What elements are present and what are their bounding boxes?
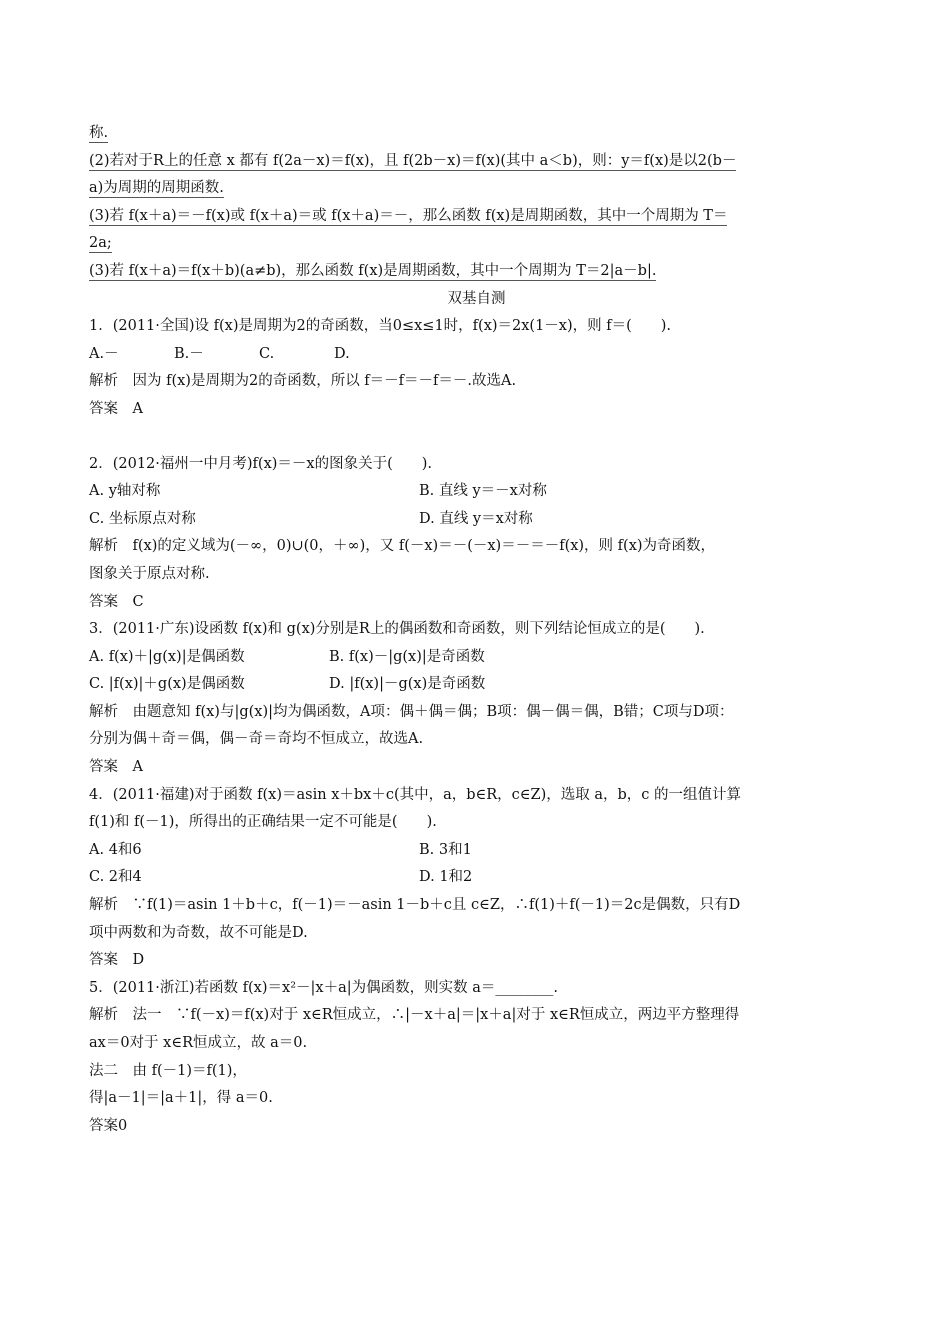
property-line: (2)若对于R上的任意 x 都有 f(2a－x)＝f(x)，且 f(2b－x)＝f(x)(其中 a＜b)，则：y＝f(x)是以2(b－ <box>89 152 737 169</box>
option-d: D. 直线 y＝x对称 <box>419 510 533 527</box>
question-3-options-row <box>89 671 864 699</box>
section-title: 双基自测 <box>447 290 506 307</box>
question-5-answer: 答案0 <box>89 1117 128 1134</box>
property-line: (3)若 f(x＋a)＝－f(x)或 f(x＋a)＝或 f(x＋a)＝－，那么函数 f(x)是周期函数，其中一个周期为 T＝ <box>89 207 728 224</box>
question-2-answer: 答案 C <box>89 593 144 610</box>
option-d: D. 1和2 <box>419 869 473 886</box>
question-5-stem: 5．(2011·浙江)若函数 f(x)＝x²－|x＋a|为偶函数，则实数 a＝________. <box>89 979 558 996</box>
option-d: D. <box>334 345 350 362</box>
question-3-answer: 答案 A <box>89 759 143 776</box>
option-c: C. 坐标原点对称 <box>89 510 196 527</box>
option-c: C. |f(x)|＋g(x)是偶函数 <box>89 676 245 693</box>
question-2-stem: 2．(2012·福州一中月考)f(x)＝－x的图象关于( ). <box>89 455 433 472</box>
question-2-options-row <box>89 478 864 506</box>
question-4-analysis: 项中两数和为奇数，故不可能是D. <box>89 924 308 941</box>
question-2-analysis: 解析 f(x)的定义域为(－∞，0)∪(0，＋∞)，又 f(－x)＝－(－x)＝－＝－f(x)，则 f(x)为奇函数， <box>89 538 716 555</box>
question-2-analysis: 图象关于原点对称. <box>89 565 210 582</box>
question-5-analysis: 得|a－1|＝|a＋1|，得 a＝0. <box>89 1090 273 1107</box>
document-page <box>89 120 864 1140</box>
question-4-analysis: 解析 ∵f(1)＝asin 1＋b＋c，f(－1)＝－asin 1－b＋c且 c∈Z，∴f(1)＋f(－1)＝2c是偶数，只有D <box>89 897 741 914</box>
question-2-options-row <box>89 506 864 534</box>
option-a: A. 4和6 <box>89 841 142 858</box>
question-1-answer: 答案 A <box>89 400 143 417</box>
question-5-analysis: ax＝0对于 x∈R恒成立，故 a＝0. <box>89 1035 308 1051</box>
property-line: 2a; <box>89 235 112 252</box>
option-a: A. f(x)＋|g(x)|是偶函数 <box>89 648 245 665</box>
question-5-analysis: 解析 法一 ∵f(－x)＝f(x)对于 x∈R恒成立，∴|－x＋a|＝|x＋a|对于 x∈R恒成立，两边平方整理得 <box>89 1007 740 1024</box>
question-4-stem: 4．(2011·福建)对于函数 f(x)＝asin x＋bx＋c(其中，a，b∈R，c∈Z)，选取 a，b，c 的一组值计算 <box>89 786 742 803</box>
spacer <box>89 424 864 451</box>
option-b: B.－ <box>174 345 204 362</box>
question-1-stem: 1．(2011·全国)设 f(x)是周期为2的奇函数，当0≤x≤1时，f(x)＝2x(1－x)，则 f＝( ). <box>89 318 672 335</box>
question-3-analysis: 分别为偶＋奇＝偶，偶－奇＝奇均不恒成立，故选A. <box>89 731 424 748</box>
option-d: D. |f(x)|－g(x)是奇函数 <box>329 676 486 693</box>
question-3-options-row <box>89 644 864 672</box>
option-a: A. y轴对称 <box>89 483 161 500</box>
option-c: C. <box>259 345 275 362</box>
question-1-analysis: 解析 因为 f(x)是周期为2的奇函数，所以 f＝－f＝－f＝－.故选A. <box>89 373 517 390</box>
question-4-options-row <box>89 837 864 865</box>
property-line: a)为周期的周期函数. <box>89 180 224 197</box>
option-b: B. f(x)－|g(x)|是奇函数 <box>329 648 485 665</box>
property-line: 称. <box>89 125 109 141</box>
option-c: C. 2和4 <box>89 869 142 886</box>
question-1-options <box>89 341 864 369</box>
property-line: (3)若 f(x＋a)＝f(x＋b)(a≠b)，那么函数 f(x)是周期函数，其中一个周期为 T＝2|a－b|. <box>89 262 657 279</box>
question-3-stem: 3．(2011·广东)设函数 f(x)和 g(x)分别是R上的偶函数和奇函数，则下列结论恒成立的是( ). <box>89 621 705 638</box>
option-b: B. 3和1 <box>419 841 472 858</box>
option-b: B. 直线 y＝－x对称 <box>419 483 547 500</box>
question-4-answer: 答案 D <box>89 952 145 969</box>
question-5-analysis: 法二 由 f(－1)＝f(1)， <box>89 1062 247 1079</box>
question-4-stem: f(1)和 f(－1)，所得出的正确结果一定不可能是( ). <box>89 814 437 831</box>
option-a: A.－ <box>89 345 119 362</box>
question-4-options-row <box>89 864 864 892</box>
question-3-analysis: 解析 由题意知 f(x)与|g(x)|均为偶函数，A项：偶＋偶＝偶；B项：偶－偶＝偶，B错；C项与D项： <box>89 703 734 720</box>
